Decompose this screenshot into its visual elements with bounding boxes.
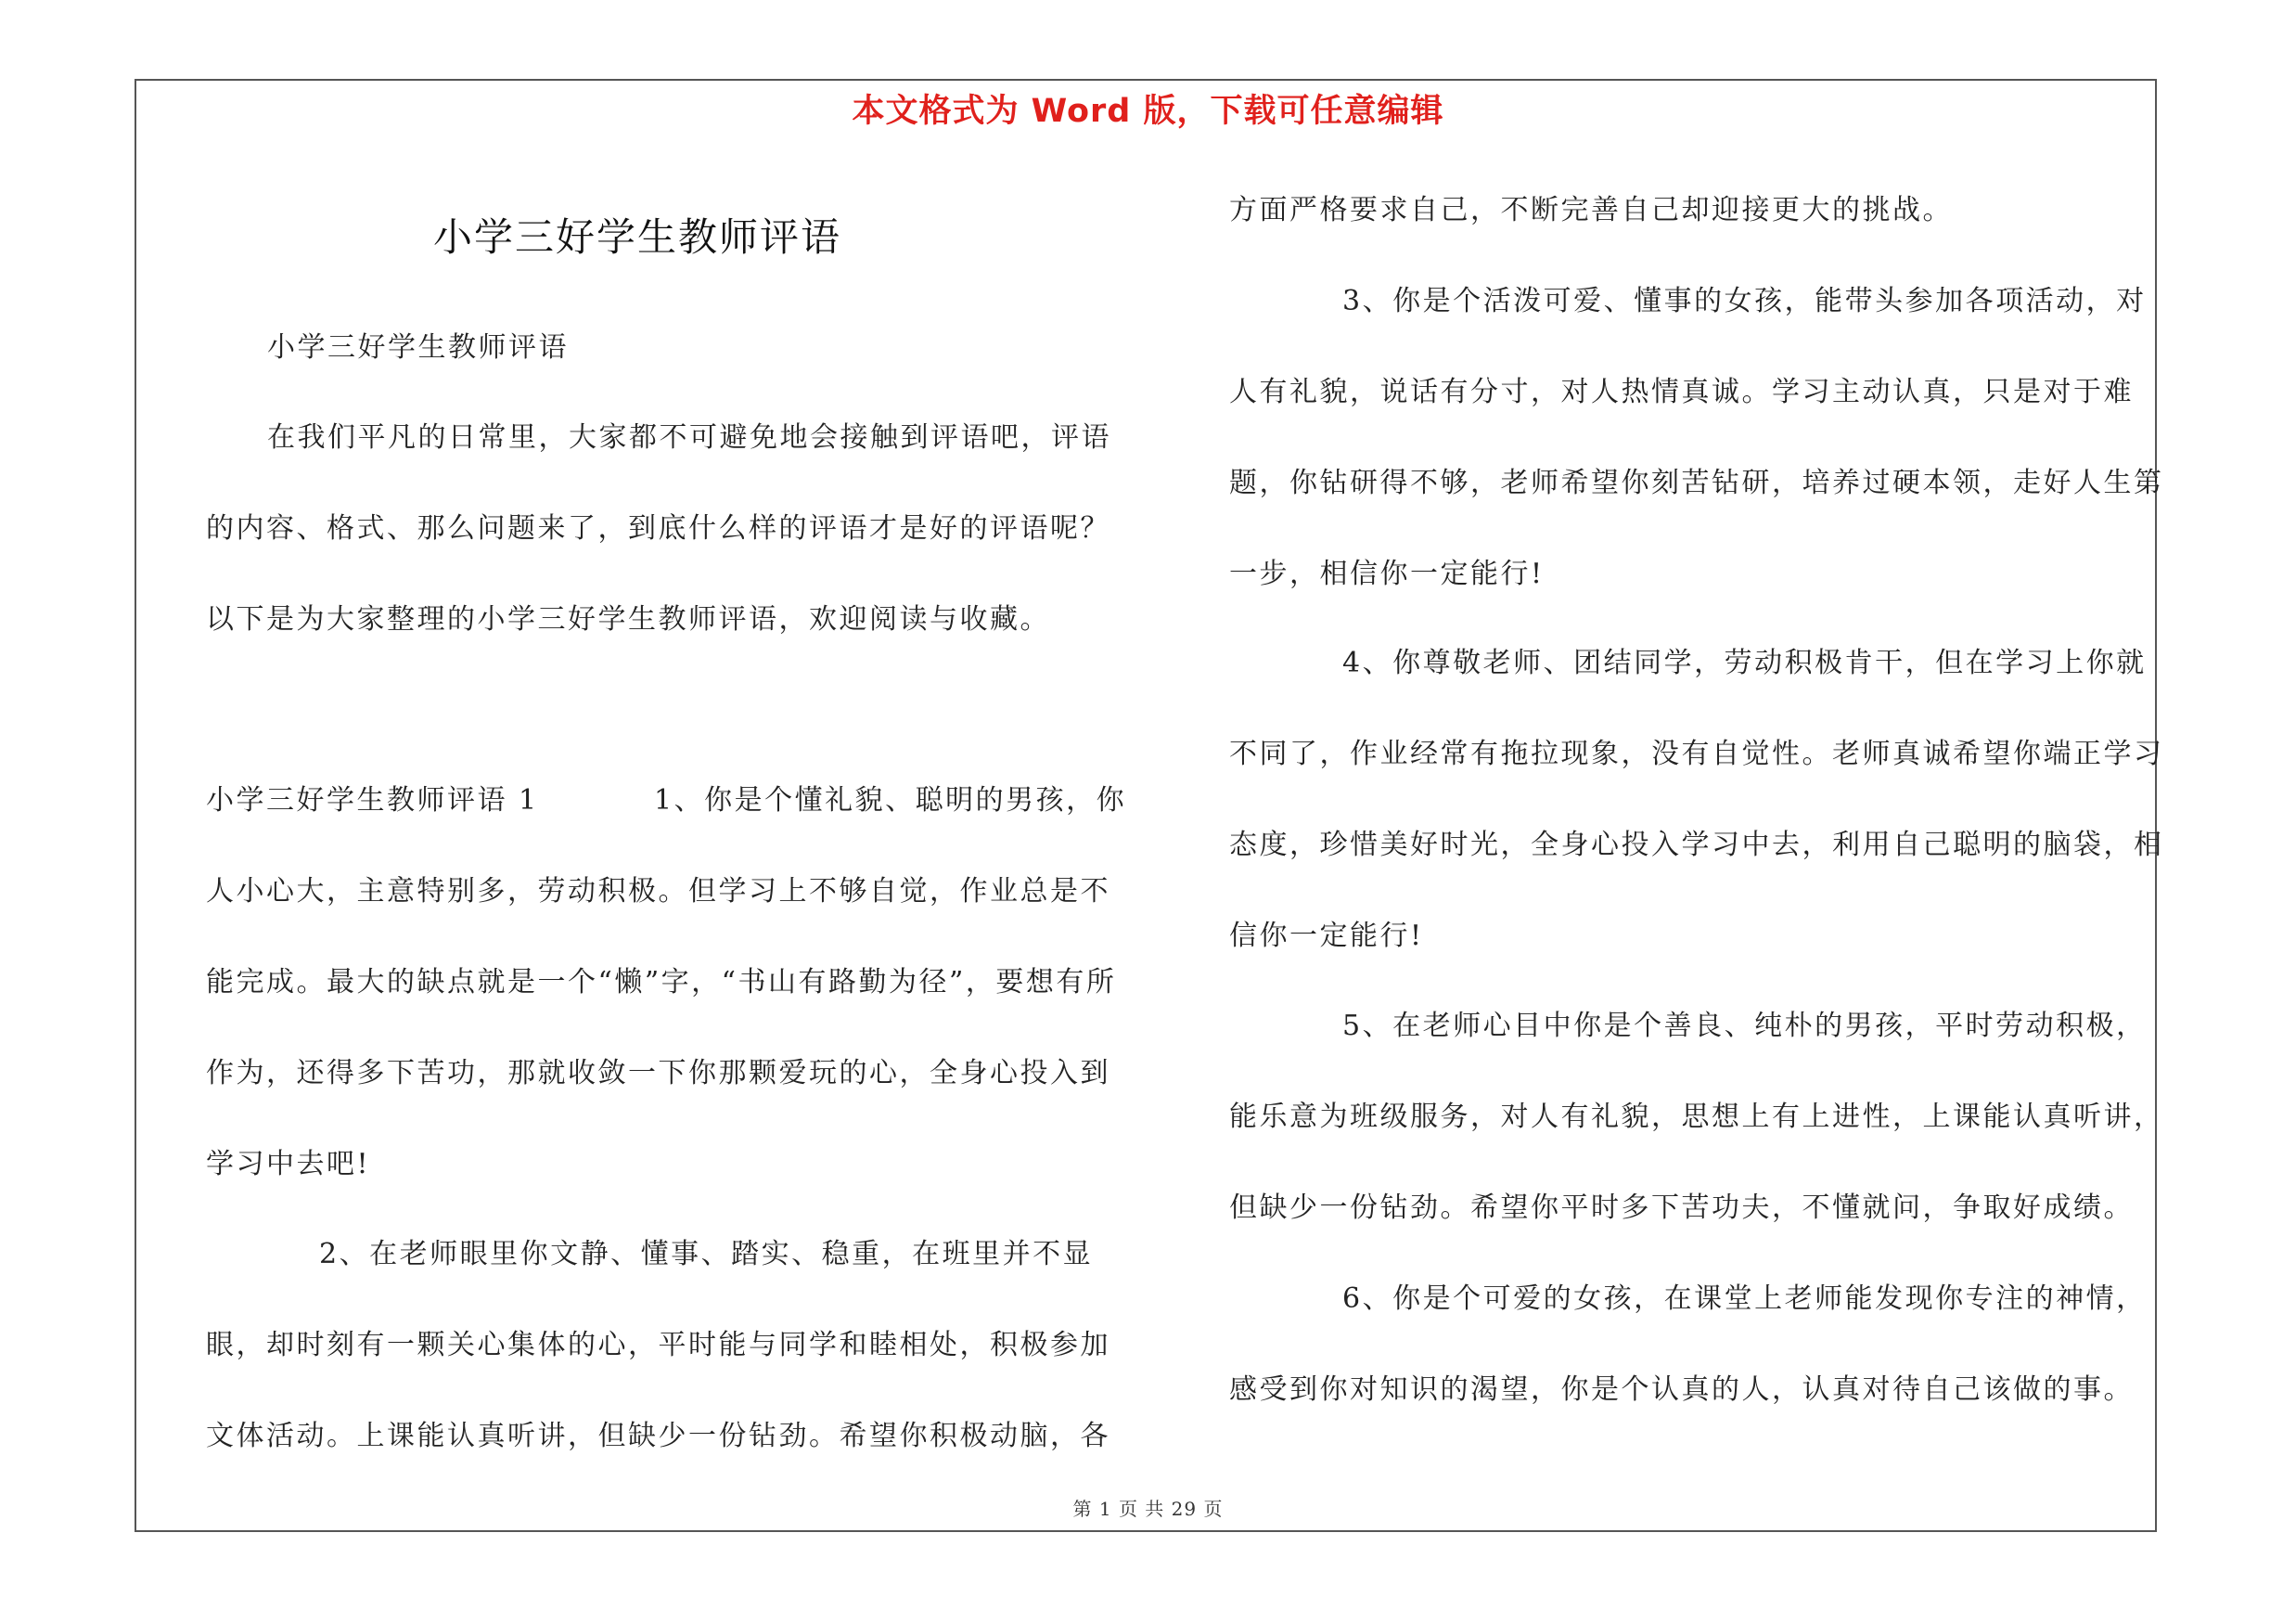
section-heading: 小学三好学生教师评语 1 xyxy=(206,784,539,817)
comment-2-paragraph-end: 方面严格要求自己，不断完善自己却迎接更大的挑战。 xyxy=(1229,194,1953,226)
page-footer: 第 1 页 共 29 页 xyxy=(1072,1498,1224,1520)
document-title: 小学三好学生教师评语 xyxy=(432,214,841,260)
comment-6-paragraph: 6、你是个可爱的女孩，在课堂上老师能发现你专注的神情，感受到你对知识的渴望，你是个认真的人，认真对待自己该做的事。 xyxy=(1229,1282,2147,1406)
intro-paragraph: 在我们平凡的日常里，大家都不可避免地会接触到评语吧，评语的内容、格式、那么问题来了，到底什么样的评语才是好的评语呢？以下是为大家整理的小学三好学生教师评语，欢迎阅读与收藏。 xyxy=(206,421,1111,636)
word-format-banner: 本文格式为 Word 版，下载可任意编辑 xyxy=(852,93,1444,130)
comment-1-text: 1、你是个懂礼貌、聪明的男孩，你人小心大，主意特别多，劳动积极。但学习上不够自觉，作业总是不能完成。最大的缺点就是一个“懒”字，“书山有路勤为径”，要想有所作为，还得多下苦功，那就收敛一下你那颗爱玩的心，全身心投入到学习中去吧! xyxy=(206,784,1127,1180)
comment-5-paragraph: 5、在老师心目中你是个善良、纯朴的男孩，平时劳动积极，能乐意为班级服务，对人有礼貌，思想上有上进性，上课能认真听讲，但缺少一份钻劲。希望你平时多下苦功夫，不懂就问，争取好成绩。 xyxy=(1229,1010,2164,1224)
comment-3-paragraph: 3、你是个活泼可爱、懂事的女孩，能带头参加各项活动，对人有礼貌，说话有分寸，对人热情真诚。学习主动认真，只是对于难题，你钻研得不够，老师希望你刻苦钻研，培养过硬本领，走好人生第一步，相信你一定能行! xyxy=(1229,285,2164,590)
comment-4-paragraph: 4、你尊敬老师、团结同学，劳动积极肯干，但在学习上你就不同了，作业经常有拖拉现象，没有自觉性。老师真诚希望你端正学习态度，珍惜美好时光，全身心投入学习中去，利用自己聪明的脑袋，相信你一定能行! xyxy=(1229,647,2164,952)
comment-1-paragraph xyxy=(206,755,1138,1210)
comment-2-paragraph-start: 2、在老师眼里你文静、懂事、踏实、稳重，在班里并不显眼，却时刻有一颗关心集体的心，平时能与同学和睦相处，积极参加文体活动。上课能认真听讲，但缺少一份钻劲。希望你积极动脑，各 xyxy=(206,1238,1110,1452)
subtitle-paragraph: 小学三好学生教师评语 xyxy=(267,331,569,364)
